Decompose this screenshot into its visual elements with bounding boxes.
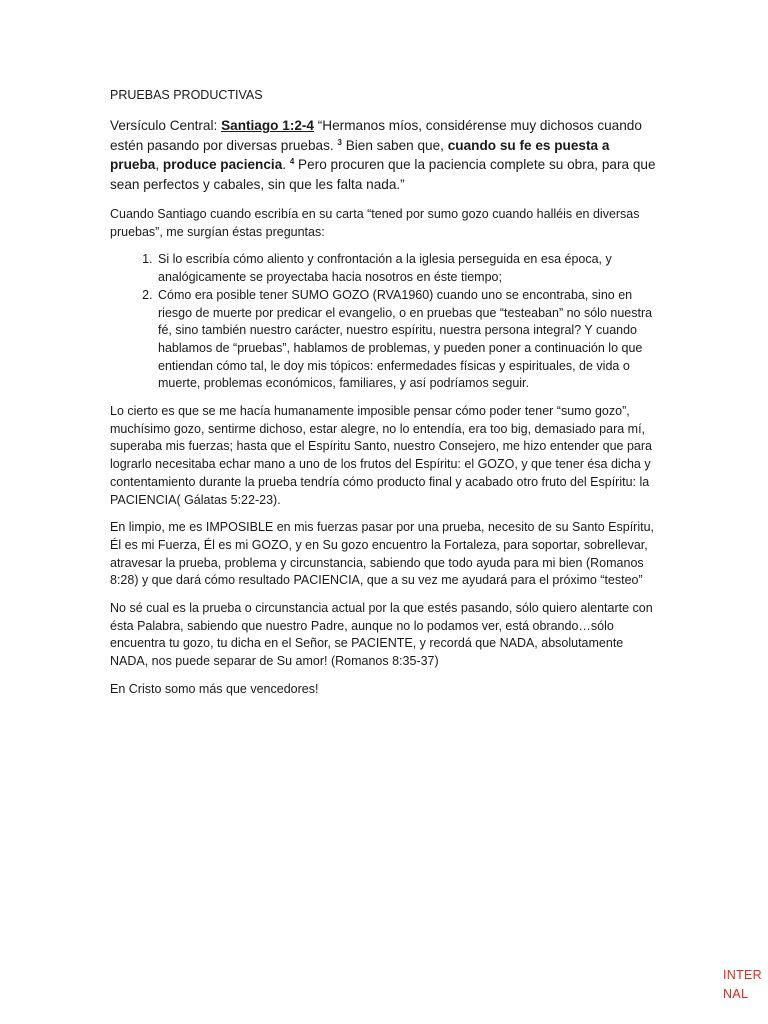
classification-line-2: NAL <box>723 987 749 1001</box>
questions-list <box>110 251 662 393</box>
closing-line: En Cristo somo más que vencedores! <box>110 681 319 696</box>
verse-bold-2: produce paciencia <box>162 157 283 172</box>
verse-number-3: 3 <box>337 137 342 147</box>
paragraph-gozo: Lo cierto es que se me hacía humanamente imposible pensar cómo poder tener “sumo gozo”, muchísimo gozo, sentirme dichoso, estar alegre, no lo entendía, era too big, demasiado para mí, superaba mis fuerzas; hasta que el Espíritu Santo, nuestro Consejero, me hizo entender que para lograrlo necesitaba echar mano a uno de los frutos del Espíritu: el GOZO, y que tener ésa dicha y contentamiento durante la prueba tendría cómo producto final y acabado otro fruto del Espíritu: la PACIENCIA( Gálatas 5:22-23). <box>110 404 652 507</box>
verse-text-3: , <box>155 157 163 172</box>
paragraph-aliento: No sé cual es la prueba o circunstancia actual por la que estés pasando, sólo quiero alentarte con ésta Palabra, sabiendo que nuestro Padre, aunque no lo podamos ver, está obrando…sólo encuentra tu gozo, tu dicha en el Señor, se PACIENTE, y recordá que NADA, absolutamente NADA, nos puede separar de Su amor! (Romanos 8:35-37) <box>110 601 653 669</box>
verse-reference: Santiago 1:2-4 <box>221 118 314 133</box>
verse-text-2: Bien saben que, <box>341 137 448 153</box>
verse-text-4: . <box>282 157 290 172</box>
verse-label: Versículo Central: <box>110 118 222 133</box>
document-page <box>110 86 662 709</box>
list-item: 1. Si lo escribía cómo aliento y confrontación a la iglesia perseguida en esa época, y analógicamente se proyectaba hacia nosotros en éste tiempo; <box>156 251 662 286</box>
paragraph-limpio: En limpio, me es IMPOSIBLE en mis fuerzas pasar por una prueba, necesito de su Santo Espíritu, Él es mi Fuerza, Él es mi GOZO, y en Su gozo encuentro la Fortaleza, para soportar, sobrellevar, atravesar la prueba, problema y circunstancia, sabiendo que todo ayuda para mi bien (Romanos 8:28) y que dará cómo resultado PACIENCIA, que a su vez me ayudará para el próximo “testeo” <box>110 520 655 588</box>
central-verse <box>110 116 662 194</box>
verse-number-4: 4 <box>289 157 295 166</box>
verse-bold-1: cuando su fe es puesta a prueba <box>110 137 610 172</box>
verse-text-5: Pero procuren que la paciencia complete su obra, para que sean perfectos y cabales, sin que les falta nada.” <box>110 157 656 192</box>
classification-line-1: INTER <box>723 968 762 982</box>
verse-text-1: “Hermanos míos, considérense muy dichosos cuando estén pasando por diversas pruebas. <box>110 118 642 153</box>
classification-label <box>723 966 762 1004</box>
intro-paragraph: Cuando Santiago cuando escribía en su carta “tened por sumo gozo cuando halléis en diversas pruebas”, me surgían éstas preguntas: <box>110 207 640 239</box>
list-item: 2. Cómo era posible tener SUMO GOZO (RVA1960) cuando uno se encontraba, sino en riesgo de muerte por predicar el evangelio, o en pruebas que “testeaban” no sólo nuestra fé, sino también nuestro carácter, nuestro espíritu, nuestra persona integral? Y cuando hablamos de “pruebas”, hablamos de problemas, y pueden poner a continuación lo que entiendan cómo tal, le doy mis tópicos: enfermedades físicas y espirituales, de vida o muerte, problemas económicos, familiares, y así podríamos seguir. <box>156 287 662 393</box>
document-title: PRUEBAS PRODUCTIVAS <box>110 88 263 102</box>
